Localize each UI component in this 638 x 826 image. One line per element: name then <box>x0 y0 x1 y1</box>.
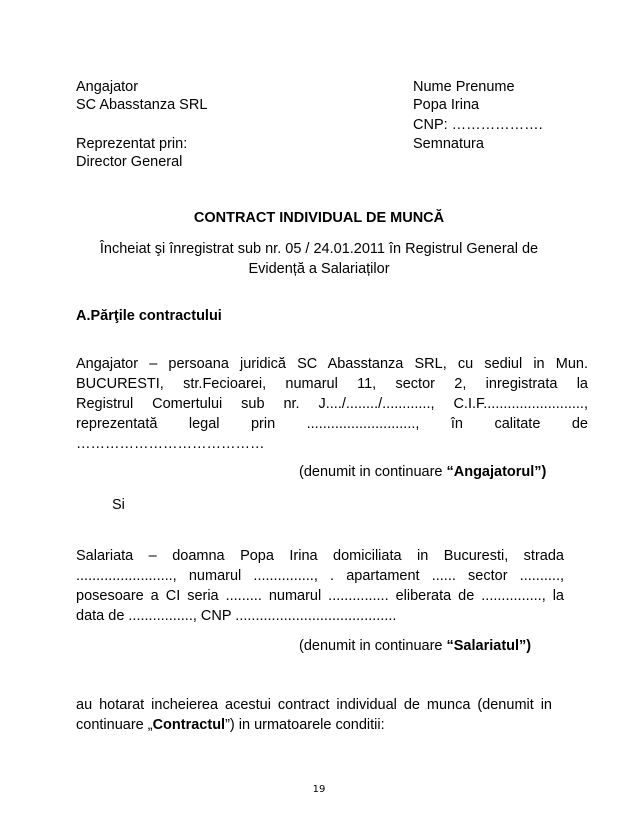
signature-label: Semnatura <box>413 136 484 152</box>
employee-paragraph-line: posesoare a CI seria ......... numarul ............... eliberata de ..............., la <box>76 588 564 604</box>
represented-label: Reprezentat prin: <box>76 136 188 152</box>
subtitle-line-1: Încheiat şi înregistrat sub nr. 05 / 24.01.2011 în Registrul General de <box>99 241 539 257</box>
closing-bold: Contractul <box>152 717 226 733</box>
employer-note-bold: “Angajatorul”) <box>446 464 547 480</box>
employer-paragraph-line: BUCURESTI, str.Fecioarei, numarul 11, sector 2, inregistrata la <box>76 376 588 392</box>
employer-paragraph-line: reprezentată legal prin ..........................., în calitate de <box>76 416 588 432</box>
cnp-label: CNP: ………………. <box>413 117 543 133</box>
employer-note-prefix: (denumit in continuare <box>299 464 447 480</box>
employee-note-bold: “Salariatul”) <box>446 638 532 654</box>
page-number: 19 <box>312 784 326 795</box>
employee-designation-note <box>299 637 531 655</box>
employee-paragraph-line: ........................, numarul ..............., . apartament ...... sector .........., <box>76 568 564 584</box>
closing-line-2 <box>76 716 588 736</box>
employer-paragraph-line: ………………………………… <box>76 436 265 452</box>
employer-designation-note <box>299 463 546 481</box>
conjunction-si: Si <box>112 497 125 513</box>
employee-name-value: Popa Irina <box>413 97 480 113</box>
represented-role: Director General <box>76 154 183 170</box>
employee-paragraph-line: Salariata – doamna Popa Irina domiciliata in Bucuresti, strada <box>76 548 564 564</box>
employee-name-label: Nume Prenume <box>413 79 515 95</box>
employee-note-prefix: (denumit in continuare <box>299 638 447 654</box>
closing-line-1: au hotarat incheierea acestui contract individual de munca (denumit in <box>76 697 552 713</box>
employer-name: SC Abasstanza SRL <box>76 97 208 113</box>
closing-suffix: ”) in urmatoarele conditii: <box>225 717 385 733</box>
closing-prefix: continuare „ <box>76 717 153 733</box>
employer-label: Angajator <box>76 79 139 95</box>
section-a-heading: A.Părţile contractului <box>76 308 222 324</box>
subtitle-line-2: Evidență a Salariaților <box>248 261 390 277</box>
employer-paragraph-line: Angajator – persoana juridică SC Abasstanza SRL, cu sediul in Mun. <box>76 356 588 372</box>
contract-title: CONTRACT INDIVIDUAL DE MUNCĂ <box>193 210 445 226</box>
employer-paragraph-line: Registrul Comertului sub nr. J..../......../............, C.I.F........................., <box>76 396 588 412</box>
employee-paragraph-line: data de ................, CNP ........................................ <box>76 608 397 624</box>
